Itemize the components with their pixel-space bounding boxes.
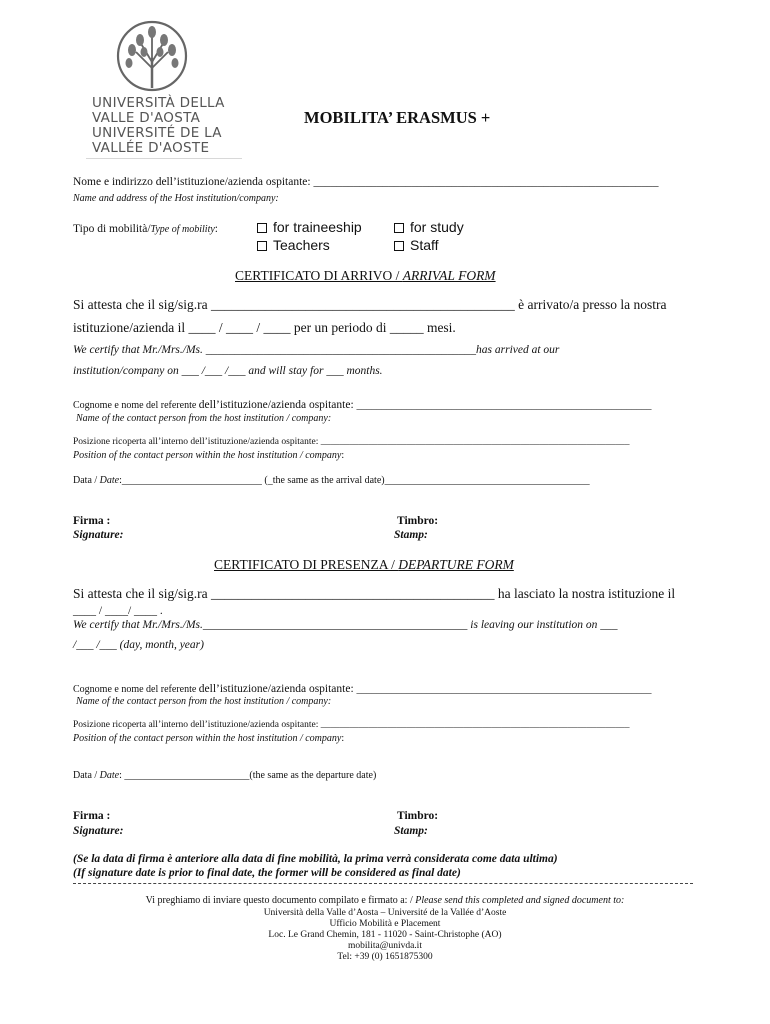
footer-office: Ufficio Mobilità e Placement — [329, 919, 441, 929]
cut-line-divider — [73, 883, 693, 884]
host-field-label-en: Name and address of the Host institution/company: — [73, 193, 279, 204]
departure-stamp-label: Stamp: — [394, 825, 428, 837]
footer-phone: Tel: +39 (0) 1651875300 — [337, 952, 433, 962]
checkbox-icon[interactable] — [394, 223, 404, 233]
logo-line-1: UNIVERSITÀ DELLA — [92, 95, 225, 111]
position-en-label: Position of the contact person within the host institution / company — [73, 733, 342, 744]
footer-email[interactable]: mobilita@univda.it — [348, 941, 422, 951]
contact-label-b: dell’istituzione/azienda ospitante: — [198, 399, 357, 411]
document-title: MOBILITA’ ERASMUS + — [304, 108, 491, 127]
logo-divider — [86, 158, 242, 159]
university-name — [92, 96, 225, 156]
arrival-contact-field[interactable] — [73, 399, 652, 411]
contact-blank[interactable]: ___________________________________________________________ — [356, 684, 652, 695]
footer-university: Università della Valle d’Aosta – Université de la Vallée d’Aoste — [263, 908, 507, 918]
arrival-contact-en: Name of the contact person from the host institution / company: — [76, 413, 332, 424]
date-label-en: Date — [99, 475, 120, 486]
arrival-signature-label: Signature: — [73, 529, 124, 541]
contact-label-b: dell’istituzione/azienda ospitante: — [198, 683, 357, 695]
checkbox-label: for study — [410, 219, 464, 235]
date-label-en: Date — [99, 770, 120, 781]
host-field[interactable]: Nome e indirizzo dell’istituzione/azienda ospitante: ____________________________________________________________ — [73, 176, 659, 188]
footer-send-instruction — [0, 895, 770, 906]
checkbox-teachers[interactable] — [257, 237, 330, 253]
departure-heading-it: CERTIFICATO DI PRESENZA / — [214, 557, 399, 572]
arrival-date-field[interactable] — [73, 475, 590, 486]
checkbox-icon[interactable] — [394, 241, 404, 251]
contact-blank[interactable]: ___________________________________________________________ — [356, 400, 652, 411]
checkbox-icon[interactable] — [257, 223, 267, 233]
checkbox-label: Teachers — [273, 237, 330, 253]
departure-position-en — [73, 733, 344, 744]
position-en-label: Position of the contact person within the host institution / company — [73, 450, 342, 461]
arrival-en-line-1[interactable]: We certify that Mr./Mrs./Ms. _______________________________________________has arrived at our — [73, 344, 560, 356]
logo-line-2: VALLE D'AOSTA — [92, 110, 201, 126]
departure-date-field[interactable] — [73, 770, 376, 781]
send-instruction-en: Please send this completed and signed document to: — [415, 895, 625, 906]
position-en-colon: : — [341, 733, 345, 744]
departure-heading-en: DEPARTURE FORM — [398, 557, 514, 572]
arrival-position-field[interactable]: Posizione ricoperta all’interno dell’istituzione/azienda ospitante: _________________________________________________________________ — [73, 437, 630, 447]
departure-heading — [214, 557, 514, 573]
mobility-type-label — [73, 223, 218, 235]
date-label-it: Data / — [73, 770, 100, 781]
mobility-label-colon: : — [214, 223, 218, 235]
checkbox-icon[interactable] — [257, 241, 267, 251]
contact-label-a: Cognome e nome del referente — [73, 684, 199, 695]
departure-contact-field[interactable] — [73, 683, 652, 695]
departure-line-2[interactable]: ____ / ____/ ____ . — [73, 605, 163, 617]
checkbox-label: for traineeship — [273, 219, 362, 235]
departure-en-line-2[interactable]: /___ /___ (day, month, year) — [73, 639, 204, 651]
arrival-firma-label: Firma : — [73, 515, 111, 527]
departure-firma-label: Firma : — [73, 810, 111, 822]
date-blank[interactable]: :____________________________ (_the same as the arrival date)_________________________________________ — [119, 475, 590, 486]
footer-address: Loc. Le Grand Chemin, 181 - 11020 - Saint-Christophe (AO) — [268, 930, 502, 940]
checkbox-study[interactable] — [394, 219, 464, 235]
contact-label-a: Cognome e nome del referente — [73, 400, 199, 411]
logo-line-3: UNIVERSITÉ DE LA — [92, 125, 222, 141]
note-it: (Se la data di firma è anteriore alla data di fine mobilità, la prima verrà considerata come data ultima) — [73, 853, 558, 865]
arrival-line-2[interactable]: istituzione/azienda il ____ / ____ / ____ per un periodo di _____ mesi. — [73, 320, 456, 335]
departure-position-field[interactable]: Posizione ricoperta all’interno dell’istituzione/azienda ospitante: _________________________________________________________________ — [73, 720, 630, 730]
departure-en-line-1[interactable]: We certify that Mr./Mrs./Ms.______________________________________________ is leaving our institution on ___ — [73, 619, 618, 631]
arrival-en-line-2[interactable]: institution/company on ___ /___ /___ and will stay for ___ months. — [73, 365, 383, 377]
logo-line-4: VALLÉE D'AOSTE — [92, 140, 210, 156]
arrival-heading — [235, 268, 496, 284]
arrival-position-en — [73, 450, 344, 461]
checkbox-staff[interactable] — [394, 237, 439, 253]
mobility-label-en: Type of mobility — [150, 224, 215, 235]
position-en-colon: : — [341, 450, 345, 461]
checkbox-traineeship[interactable] — [257, 219, 362, 235]
mobility-label-it: Tipo di mobilità/ — [73, 223, 151, 235]
send-instruction-it: Vi preghiamo di inviare questo documento compilato e firmato a: / — [145, 895, 416, 906]
departure-timbro-label: Timbro: — [397, 810, 439, 822]
arrival-heading-it: CERTIFICATO DI ARRIVO / — [235, 268, 403, 283]
departure-line-1[interactable]: Si attesta che il sig/sig.ra __________________________________________ ha lasciato la nostra istituzione il — [73, 586, 676, 601]
date-blank[interactable]: : _________________________(the same as the departure date) — [119, 770, 377, 781]
date-label-it: Data / — [73, 475, 100, 486]
arrival-stamp-label: Stamp: — [394, 529, 428, 541]
departure-contact-en: Name of the contact person from the host institution / company: — [76, 696, 332, 707]
checkbox-label: Staff — [410, 237, 439, 253]
arrival-heading-en: ARRIVAL FORM — [402, 268, 496, 283]
arrival-line-1[interactable]: Si attesta che il sig/sig.ra _____________________________________________ è arrivato/a presso la nostra — [73, 297, 667, 312]
arrival-timbro-label: Timbro: — [397, 515, 439, 527]
tree-emblem-icon — [86, 18, 246, 98]
departure-signature-label: Signature: — [73, 825, 124, 837]
note-en: (If signature date is prior to final date, the former will be considered as final date) — [73, 867, 461, 879]
